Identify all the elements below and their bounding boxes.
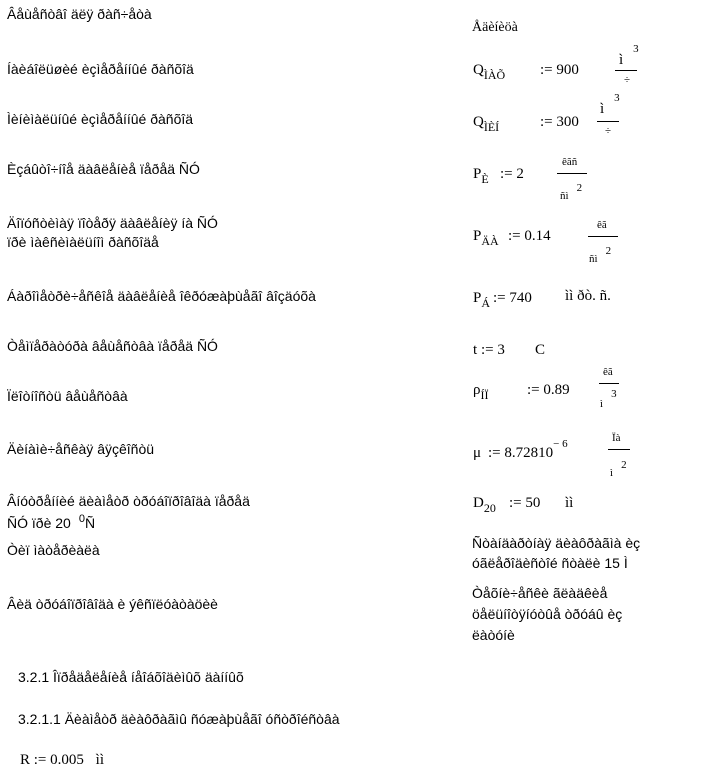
formula-d20: $D_{20}$ bbox=[473, 495, 496, 515]
unit-q-max-den: ÷ bbox=[624, 74, 631, 86]
value-pipe-type-3: ëàòóíè bbox=[472, 627, 515, 643]
section-heading-1: 3.2.1 Îïðåäåëåíèå íåîáõîäèìûõ äàííûõ bbox=[18, 669, 244, 685]
label-p-da-2: ïðè ìàêñèìàëüíîì ðàñõîäå bbox=[7, 234, 159, 250]
label-pipe-type: Âèä òðóáîïðîâîäà è ýêñïëóàòàöèè bbox=[7, 596, 218, 612]
unit-d20: ìì bbox=[565, 495, 574, 511]
label-d20-1: Âíóòðåííèé äèàìåòð òðóáîïðîâîäà ïåðåä bbox=[7, 493, 250, 509]
value-q-min: := 300 bbox=[540, 114, 579, 130]
fraction-bar bbox=[599, 383, 619, 384]
units-header: Åäèíèöà bbox=[472, 20, 518, 35]
unit-p-i-den: ñì2 bbox=[560, 182, 583, 202]
unit-mu-num: Ïà bbox=[612, 432, 621, 444]
formula-p-i: $P_È$ bbox=[473, 166, 489, 186]
formula-t: t bbox=[473, 342, 478, 358]
fraction-bar bbox=[588, 236, 618, 237]
unit-p-i-num: êãñ bbox=[562, 156, 578, 168]
unit-q-min-den: ÷ bbox=[605, 125, 612, 137]
value-pipe-type-1: Òåõíè÷åñêè ãëàäêèå bbox=[472, 585, 608, 601]
fraction-bar bbox=[615, 70, 637, 71]
page-title: Âåùåñòâî äëÿ ðàñ÷åòà bbox=[7, 6, 152, 22]
label-q-max: Íàèáîëüøèé èçìåðåííûé ðàñõîä bbox=[7, 61, 194, 77]
label-p-b: Áàðîìåòðè÷åñêîå äàâëåíèå îêðóæàþùåãî âîçäóõà bbox=[7, 288, 316, 304]
value-d20: := 50 bbox=[509, 495, 541, 511]
unit-t: C bbox=[535, 342, 546, 358]
unit-q-min-num: $ì^3$ bbox=[600, 92, 620, 117]
unit-p-da-num: êã bbox=[597, 219, 607, 231]
section-heading-2: 3.2.1.1 Äèàìåòð äèàôðàãìû ñóæàþùåãî óñòðîéñòâà bbox=[18, 711, 340, 727]
formula-rho: $\rho_{ÍÏ}$ bbox=[473, 382, 489, 402]
unit-rho-den: ì3 bbox=[600, 388, 617, 410]
value-p-i: := 2 bbox=[500, 166, 524, 182]
label-rho: Ïëîòíîñòü âåùåñòâà bbox=[7, 388, 128, 404]
label-material: Òèï ìàòåðèàëà bbox=[7, 542, 100, 558]
unit-p-da-den: ñì2 bbox=[589, 245, 612, 265]
label-q-min: Ìèíèìàëüíûé èçìåðåííûé ðàñõîä bbox=[7, 111, 194, 127]
fraction-bar bbox=[557, 173, 587, 174]
label-mu: Äèíàìè÷åñêàÿ âÿçêîñòü bbox=[7, 441, 155, 457]
label-p-da-1: Äîïóñòèìàÿ ïîòåðÿ äàâëåíèÿ íà ÑÓ bbox=[7, 215, 218, 231]
label-t: Òåìïåðàòóðà âåùåñòâà ïåðåä ÑÓ bbox=[7, 338, 218, 354]
value-rho: := 0.89 bbox=[527, 382, 570, 398]
value-pipe-type-2: öåëüíîòÿíóòûå òðóáû èç bbox=[472, 606, 623, 622]
formula-q-min: $Q_{ÌÈÍ}$ bbox=[473, 114, 500, 134]
unit-mu-den: ì2 bbox=[610, 459, 627, 479]
fraction-bar bbox=[608, 449, 630, 450]
unit-q-max-num: $ì^3$ bbox=[619, 43, 639, 68]
formula-q-max: $Q_{ÌÀÕ}$ bbox=[473, 62, 506, 82]
value-material-1: Ñòàíäàðòíàÿ äèàôðàãìà èç bbox=[472, 535, 641, 551]
unit-p-b: ìì ðò. ñ. bbox=[565, 288, 611, 304]
formula-r: R := 0.005 ìì bbox=[20, 752, 104, 768]
formula-p-b: $P_Á$ bbox=[473, 290, 491, 310]
unit-rho-num: êã bbox=[603, 366, 613, 378]
value-q-max: := 900 bbox=[540, 62, 579, 78]
value-t: := 3 bbox=[481, 342, 505, 358]
value-p-b: := 740 bbox=[493, 290, 532, 306]
formula-mu: μ bbox=[473, 445, 482, 461]
label-d20-2: ÑÓ ïðè 20 $^0$Ñ bbox=[7, 513, 96, 531]
value-p-da: := 0.14 bbox=[508, 228, 551, 244]
fraction-bar bbox=[597, 121, 619, 122]
label-p-i: Èçáûòî÷íîå äàâëåíèå ïåðåä ÑÓ bbox=[7, 161, 200, 177]
value-material-2: óãëåðîäèñòîé ñòàëè 15 Ì bbox=[472, 555, 628, 571]
value-mu: := $8.72810^{- 6}$ bbox=[488, 438, 568, 461]
formula-p-da: $P_{ÄÀ}$ bbox=[473, 228, 499, 248]
